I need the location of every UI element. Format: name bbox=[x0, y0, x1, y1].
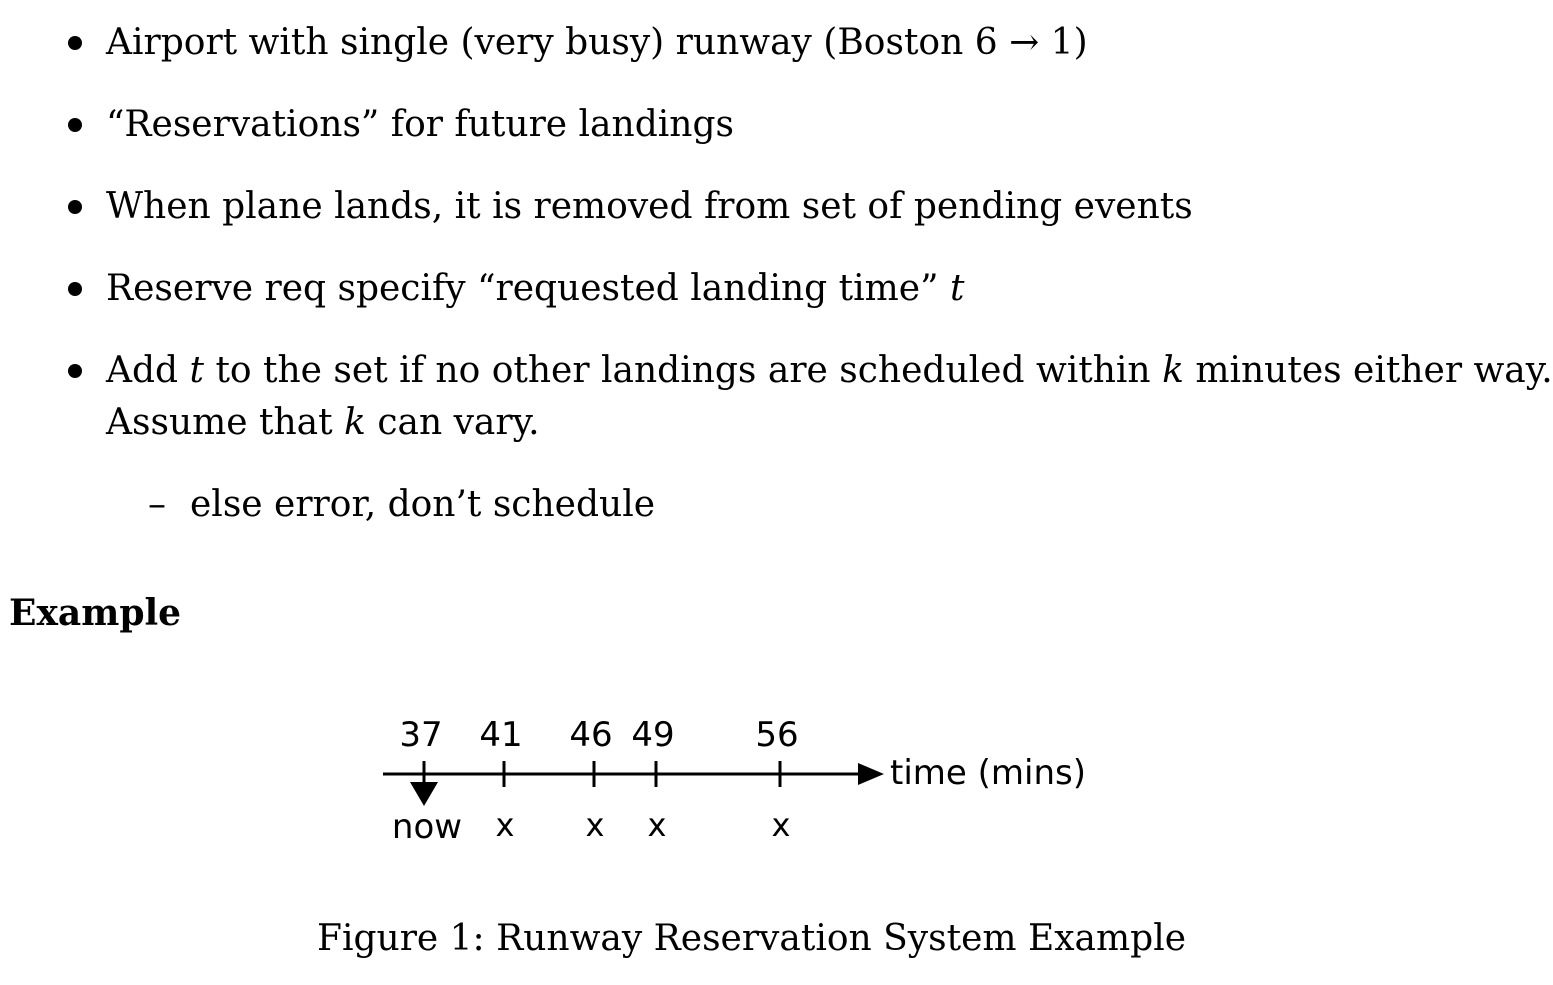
landing-marker: x bbox=[771, 806, 791, 844]
bullet-dot-icon bbox=[68, 200, 82, 214]
bullet-text-part: Reserve req specify “requested landing time” bbox=[106, 268, 950, 309]
axis-arrowhead-icon bbox=[858, 763, 884, 785]
bullet-text-line-1 bbox=[106, 344, 1553, 398]
math-variable: t bbox=[949, 268, 965, 309]
bullet-text-part: can vary. bbox=[365, 402, 540, 443]
sub-bullet-dash: – bbox=[148, 484, 166, 525]
bullet-text: Airport with single (very busy) runway (Boston 6 → 1) bbox=[106, 22, 1088, 63]
section-heading: Example bbox=[9, 592, 182, 634]
landing-marker: x bbox=[585, 806, 605, 844]
math-variable: k bbox=[344, 402, 366, 443]
tick-label: 56 bbox=[755, 715, 799, 755]
bullet-text-part: to the set if no other landings are scheduled within bbox=[204, 350, 1163, 391]
axis-label: time (mins) bbox=[890, 753, 1086, 793]
now-label: now bbox=[391, 807, 463, 847]
landing-marker: x bbox=[495, 806, 515, 844]
tick-label: 46 bbox=[569, 715, 613, 755]
tick-label: 37 bbox=[399, 715, 443, 755]
now-arrow-icon bbox=[410, 782, 438, 806]
tick-label: 49 bbox=[631, 715, 675, 755]
landing-marker: x bbox=[647, 806, 667, 844]
bullet-text bbox=[106, 262, 964, 316]
bullet-text-part: Assume that bbox=[106, 402, 345, 443]
timeline-figure bbox=[0, 700, 1489, 900]
bullet-text-part: Add bbox=[106, 350, 190, 391]
figure-caption: Figure 1: Runway Reservation System Example bbox=[316, 918, 1187, 959]
bullet-text-line-2 bbox=[106, 396, 540, 450]
bullet-dot-icon bbox=[68, 282, 82, 296]
bullet-dot-icon bbox=[68, 364, 82, 378]
tick-label: 41 bbox=[479, 715, 523, 755]
math-variable: t bbox=[189, 350, 204, 391]
bullet-text-part: minutes either way. bbox=[1183, 350, 1553, 391]
timeline-marks bbox=[392, 715, 799, 847]
bullet-text: “Reservations” for future landings bbox=[106, 104, 734, 145]
sub-bullet-text: else error, don’t schedule bbox=[190, 484, 656, 525]
math-variable: k bbox=[1162, 350, 1184, 391]
bullet-dot-icon bbox=[68, 118, 82, 132]
bullet-text: When plane lands, it is removed from set of pending events bbox=[106, 186, 1193, 227]
bullet-dot-icon bbox=[68, 36, 82, 50]
